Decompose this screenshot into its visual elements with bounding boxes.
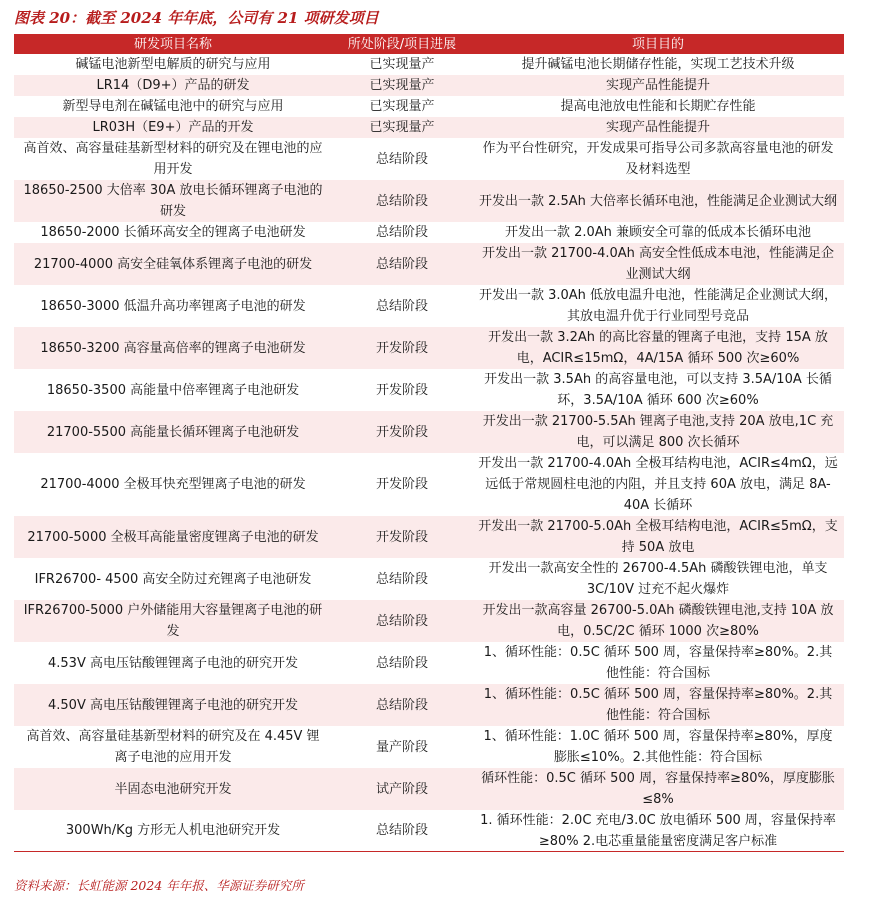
- project-name-cell: 18650-2500 大倍率 30A 放电长循环锂离子电池的研发: [23, 183, 323, 219]
- table-row: [14, 54, 844, 75]
- table-row: [14, 810, 844, 852]
- table-row: [14, 117, 844, 138]
- purpose-cell: 开发出一款 3.0Ah 低放电温升电池，性能满足企业测试大纲，其放电温升优于行业同型号竞品: [478, 288, 838, 324]
- project-name-cell: 碱锰电池新型电解质的研究与应用: [75, 57, 271, 72]
- rd-projects-table: [14, 34, 844, 852]
- project-name-cell: 300Wh/Kg 方形无人机电池研究开发: [65, 823, 281, 838]
- stage-cell: 开发阶段: [375, 382, 428, 398]
- source-note: 资料来源：长虹能源 2024 年年报、华源证券研究所: [14, 878, 304, 893]
- purpose-cell: 开发出一款 21700-4.0Ah 高安全性低成本电池，性能满足企业测试大纲: [481, 246, 835, 282]
- table-header-row: [14, 34, 844, 54]
- table-row: [14, 369, 844, 411]
- table-row: [14, 327, 844, 369]
- table-row: [14, 726, 844, 768]
- stage-cell: 开发阶段: [375, 424, 428, 440]
- project-name-cell: IFR26700- 4500 高安全防过充锂离子电池研发: [34, 571, 312, 587]
- stage-cell: 总结阶段: [375, 613, 428, 629]
- project-name-cell: 21700-5000 全极耳高能量密度锂离子电池的研发: [27, 529, 319, 545]
- purpose-cell: 1. 循环性能：2.0C 充电/3.0C 放电循环 500 周，容量保持率≥80% 2.电芯重量能量密度满足客户标准: [480, 812, 836, 849]
- project-name-cell: LR14（D9+）产品的研发: [96, 78, 250, 93]
- stage-cell: 试产阶段: [375, 781, 428, 797]
- stage-cell: 总结阶段: [375, 256, 428, 272]
- table-row: [14, 96, 844, 117]
- project-name-cell: 21700-4000 高安全硅氧体系锂离子电池的研发: [33, 256, 313, 272]
- project-name-cell: 4.53V 高电压钴酸锂锂离子电池的研究开发: [48, 655, 298, 671]
- purpose-cell: 1、循环性能：0.5C 循环 500 周，容量保持率≥80%。2.其他性能：符合国标: [483, 687, 833, 723]
- figure-title: 图表 20：截至 2024 年年底，公司有 21 项研发项目: [14, 9, 379, 27]
- project-name-cell: 21700-4000 全极耳快充型锂离子电池的研发: [40, 477, 306, 492]
- project-name-cell: 21700-5500 高能量长循环锂离子电池研发: [46, 424, 300, 440]
- header-purpose: 项目目的: [631, 36, 684, 52]
- purpose-cell: 开发出一款 2.5Ah 大倍率长循环电池，性能满足企业测试大纲: [478, 193, 838, 209]
- purpose-cell: 开发出一款高安全性的 26700-4.5Ah 磷酸铁锂电池，单支 3C/10V 过充不起火爆炸: [488, 561, 828, 597]
- stage-cell: 总结阶段: [375, 298, 428, 314]
- purpose-cell: 开发出一款 21700-5.0Ah 全极耳结构电池，ACIR≤5mΩ，支持 50A 放电: [478, 519, 838, 555]
- table-row: [14, 684, 844, 726]
- purpose-cell: 提升碱锰电池长期储存性能，实现工艺技术升级: [521, 57, 795, 72]
- stage-cell: 开发阶段: [375, 340, 428, 356]
- stage-cell: 总结阶段: [375, 193, 428, 209]
- table-row: [14, 180, 844, 222]
- project-name-cell: 高首效、高容量硅基新型材料的研究及在锂电池的应用开发: [23, 141, 323, 177]
- header-stage: 所处阶段/项目进展: [347, 36, 457, 52]
- table-row: [14, 138, 844, 180]
- stage-cell: 总结阶段: [375, 151, 428, 167]
- stage-cell: 总结阶段: [375, 225, 428, 240]
- project-name-cell: 半固态电池研究开发: [114, 781, 232, 797]
- table-row: [14, 558, 844, 600]
- project-name-cell: 高首效、高容量硅基新型材料的研究及在 4.45V 锂离子电池的应用开发: [26, 729, 320, 765]
- table-row: [14, 75, 844, 96]
- table-row: [14, 453, 844, 516]
- purpose-cell: 开发出一款 3.2Ah 的高比容量的锂离子电池，支持 15A 放电，ACIR≤15mΩ，4A/15A 循环 500 次≥60%: [488, 330, 828, 366]
- stage-cell: 已实现量产: [369, 99, 435, 114]
- purpose-cell: 循环性能：0.5C 循环 500 周，容量保持率≥80%，厚度膨胀≤8%: [481, 771, 835, 807]
- purpose-cell: 开发出一款 21700-4.0Ah 全极耳结构电池，ACIR≤4mΩ，远远低于常规圆柱电池的内阻，并且支持 60A 放电，满足 8A-40A 长循环: [478, 456, 838, 513]
- purpose-cell: 1、循环性能：1.0C 循环 500 周，容量保持率≥80%，厚度膨胀≤10%。2.其他性能：符合国标: [483, 729, 833, 765]
- project-name-cell: 18650-3000 低温升高功率锂离子电池的研发: [40, 298, 306, 314]
- purpose-cell: 开发出一款 21700-5.5Ah 锂离子电池,支持 20A 放电,1C 充电，可以满足 800 次长循环: [482, 414, 834, 450]
- table-row: [14, 285, 844, 327]
- purpose-cell: 开发出一款 3.5Ah 的高容量电池，可以支持 3.5A/10A 长循环，3.5A/10A 循环 600 次≥60%: [484, 372, 832, 408]
- table-row: [14, 411, 844, 453]
- stage-cell: 开发阶段: [375, 529, 428, 545]
- stage-cell: 已实现量产: [369, 120, 435, 135]
- table-row: [14, 243, 844, 285]
- stage-cell: 总结阶段: [375, 571, 428, 587]
- stage-cell: 总结阶段: [375, 823, 428, 838]
- stage-cell: 量产阶段: [375, 739, 428, 755]
- purpose-cell: 开发出一款高容量 26700-5.0Ah 磷酸铁锂电池,支持 10A 放电，0.5C/2C 循环 1000 次≥80%: [482, 603, 834, 639]
- stage-cell: 已实现量产: [369, 57, 435, 72]
- table-row: [14, 222, 844, 243]
- table-row: [14, 516, 844, 558]
- project-name-cell: 18650-3200 高容量高倍率的锂离子电池研发: [40, 340, 306, 356]
- purpose-cell: 作为平台性研究，开发成果可指导公司多款高容量电池的研发及材料选型: [482, 141, 834, 177]
- purpose-cell: 实现产品性能提升: [605, 78, 710, 93]
- project-name-cell: LR03H（E9+）产品的开发: [92, 120, 254, 135]
- table-row: [14, 768, 844, 810]
- stage-cell: 总结阶段: [375, 655, 428, 671]
- project-name-cell: 18650-2000 长循环高安全的锂离子电池研发: [40, 225, 306, 240]
- project-name-cell: 18650-3500 高能量中倍率锂离子电池研发: [46, 382, 300, 398]
- project-name-cell: IFR26700-5000 户外储能用大容量锂离子电池的研发: [23, 603, 323, 639]
- purpose-cell: 提高电池放电性能和长期贮存性能: [560, 99, 756, 114]
- stage-cell: 开发阶段: [375, 477, 428, 492]
- table-body: [14, 54, 844, 852]
- purpose-cell: 1、循环性能：0.5C 循环 500 周，容量保持率≥80%。2.其他性能：符合国标: [483, 645, 833, 681]
- purpose-cell: 实现产品性能提升: [605, 120, 710, 135]
- purpose-cell: 开发出一款 2.0Ah 兼顾安全可靠的低成本长循环电池: [504, 225, 812, 240]
- table-row: [14, 642, 844, 684]
- project-name-cell: 新型导电剂在碱锰电池中的研究与应用: [62, 99, 284, 114]
- project-name-cell: 4.50V 高电压钴酸锂锂离子电池的研究开发: [48, 697, 298, 713]
- stage-cell: 总结阶段: [375, 697, 428, 713]
- table-row: [14, 600, 844, 642]
- header-project-name: 研发项目名称: [133, 36, 212, 52]
- stage-cell: 已实现量产: [369, 78, 435, 93]
